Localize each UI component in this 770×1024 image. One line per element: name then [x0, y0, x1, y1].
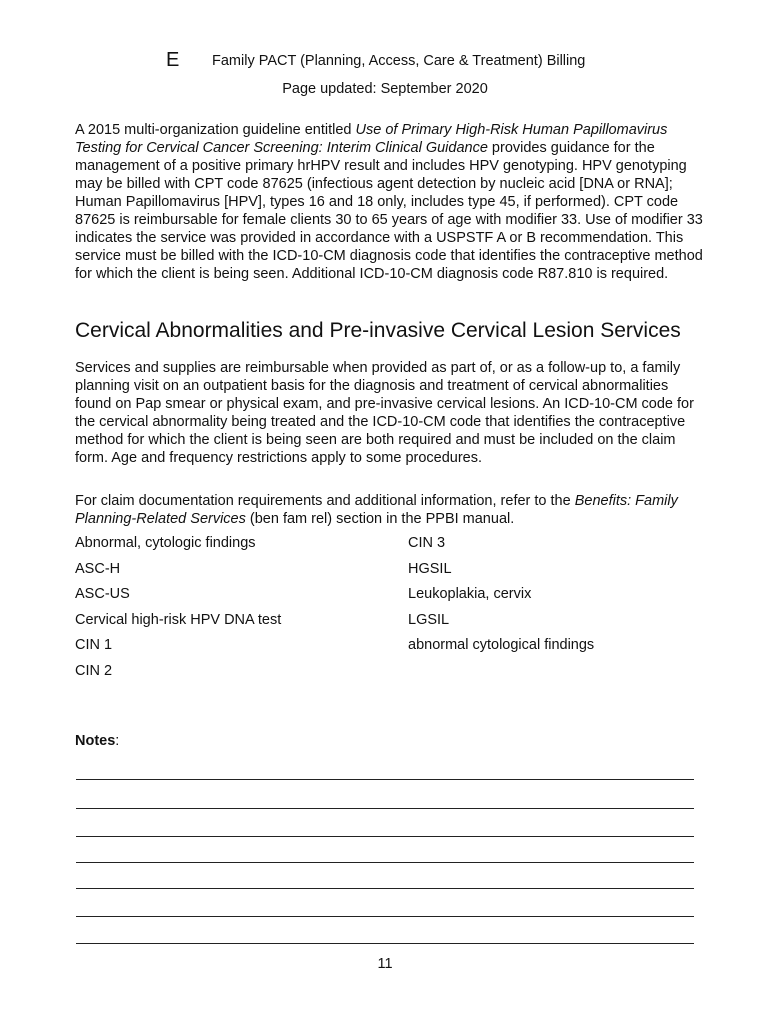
reference-paragraph — [75, 492, 705, 528]
notes-line[interactable] — [76, 943, 694, 944]
hpv-genotyping-paragraph — [75, 121, 705, 283]
diagnosis-item: abnormal cytological findings — [408, 637, 595, 654]
section-heading: Cervical Abnormalities and Pre-invasive Cervical Lesion Services — [75, 319, 681, 342]
notes-label-colon: : — [115, 733, 120, 749]
reference-section-title: Benefits: Family Planning-Related Services — [75, 493, 678, 527]
page-number: 11 — [377, 956, 393, 972]
diagnosis-list-left — [75, 534, 395, 688]
notes-line[interactable] — [76, 808, 694, 809]
reference-text-end: (ben fam rel) section in the PPBI manual. — [245, 511, 515, 527]
diagnosis-item: ASC-H — [75, 560, 121, 577]
notes-line[interactable] — [76, 888, 694, 889]
section-letter: E — [166, 49, 180, 71]
diagnosis-item: HGSIL — [408, 560, 452, 577]
notes-line[interactable] — [76, 779, 694, 780]
services-paragraph: Services and supplies are reimbursable when provided as part of, or as a follow-up to, a family planning visit on an outpatient basis for the diagnosis and treatment of cervical abnormalities found on Pap smear or physical exam, and pre-invasive cervical lesions. An ICD-10-CM code for the cervical abnormality being treated and the ICD-10-CM code that identifies the contraceptive method for which the client is being seen are both required and must be included on the claim form. Age and frequency restrictions apply to some procedures. — [75, 360, 694, 466]
diagnosis-item: Cervical high-risk HPV DNA test — [75, 611, 282, 628]
notes-line[interactable] — [76, 836, 694, 837]
page-updated-date: Page updated: September 2020 — [282, 81, 488, 97]
diagnosis-item: LGSIL — [408, 611, 450, 628]
notes-line[interactable] — [76, 916, 694, 917]
diagnosis-item: Abnormal, cytologic findings — [75, 535, 256, 551]
notes-label-text: Notes — [75, 733, 116, 749]
diagnosis-item: CIN 2 — [75, 662, 113, 679]
intro-text-end: provides guidance for the management of a positive primary hrHPV result and includes HPV genotyping. HPV genotyping may be billed with CPT code 87625 (infectious agent detection by nucleic acid [DNA or RNA]; Human Papillomavirus [HPV], types 16 and 18 only, includes type 45, if performed). CPT code 87625 is reimbursable for female clients 30 to 65 years of age with modifier 33. Use of modifier 33 indicates the service was provided in accordance with a USPSTF A or B recommendation. This service must be billed with the ICD-10-CM diagnosis code that identifies the contraceptive method for which the client is being seen. Additional ICD-10-CM diagnosis code R87.810 is required. — [75, 140, 703, 282]
intro-text-start: A 2015 multi-organization guideline entitled — [75, 122, 356, 138]
notes-label — [75, 732, 119, 750]
manual-title: Family PACT (Planning, Access, Care & Treatment) Billing — [212, 53, 586, 69]
notes-line[interactable] — [76, 862, 694, 863]
diagnosis-item: ASC-US — [75, 586, 130, 603]
guideline-title: Use of Primary High-Risk Human Papillomavirus Testing for Cervical Cancer Screening: Interim Clinical Guidance — [75, 122, 668, 156]
diagnosis-item: CIN 1 — [75, 637, 113, 654]
diagnosis-item: CIN 3 — [408, 535, 446, 551]
diagnosis-list-right — [408, 534, 708, 662]
diagnosis-item: Leukoplakia, cervix — [408, 586, 532, 603]
reference-text-start: For claim documentation requirements and additional information, refer to the — [75, 493, 575, 509]
